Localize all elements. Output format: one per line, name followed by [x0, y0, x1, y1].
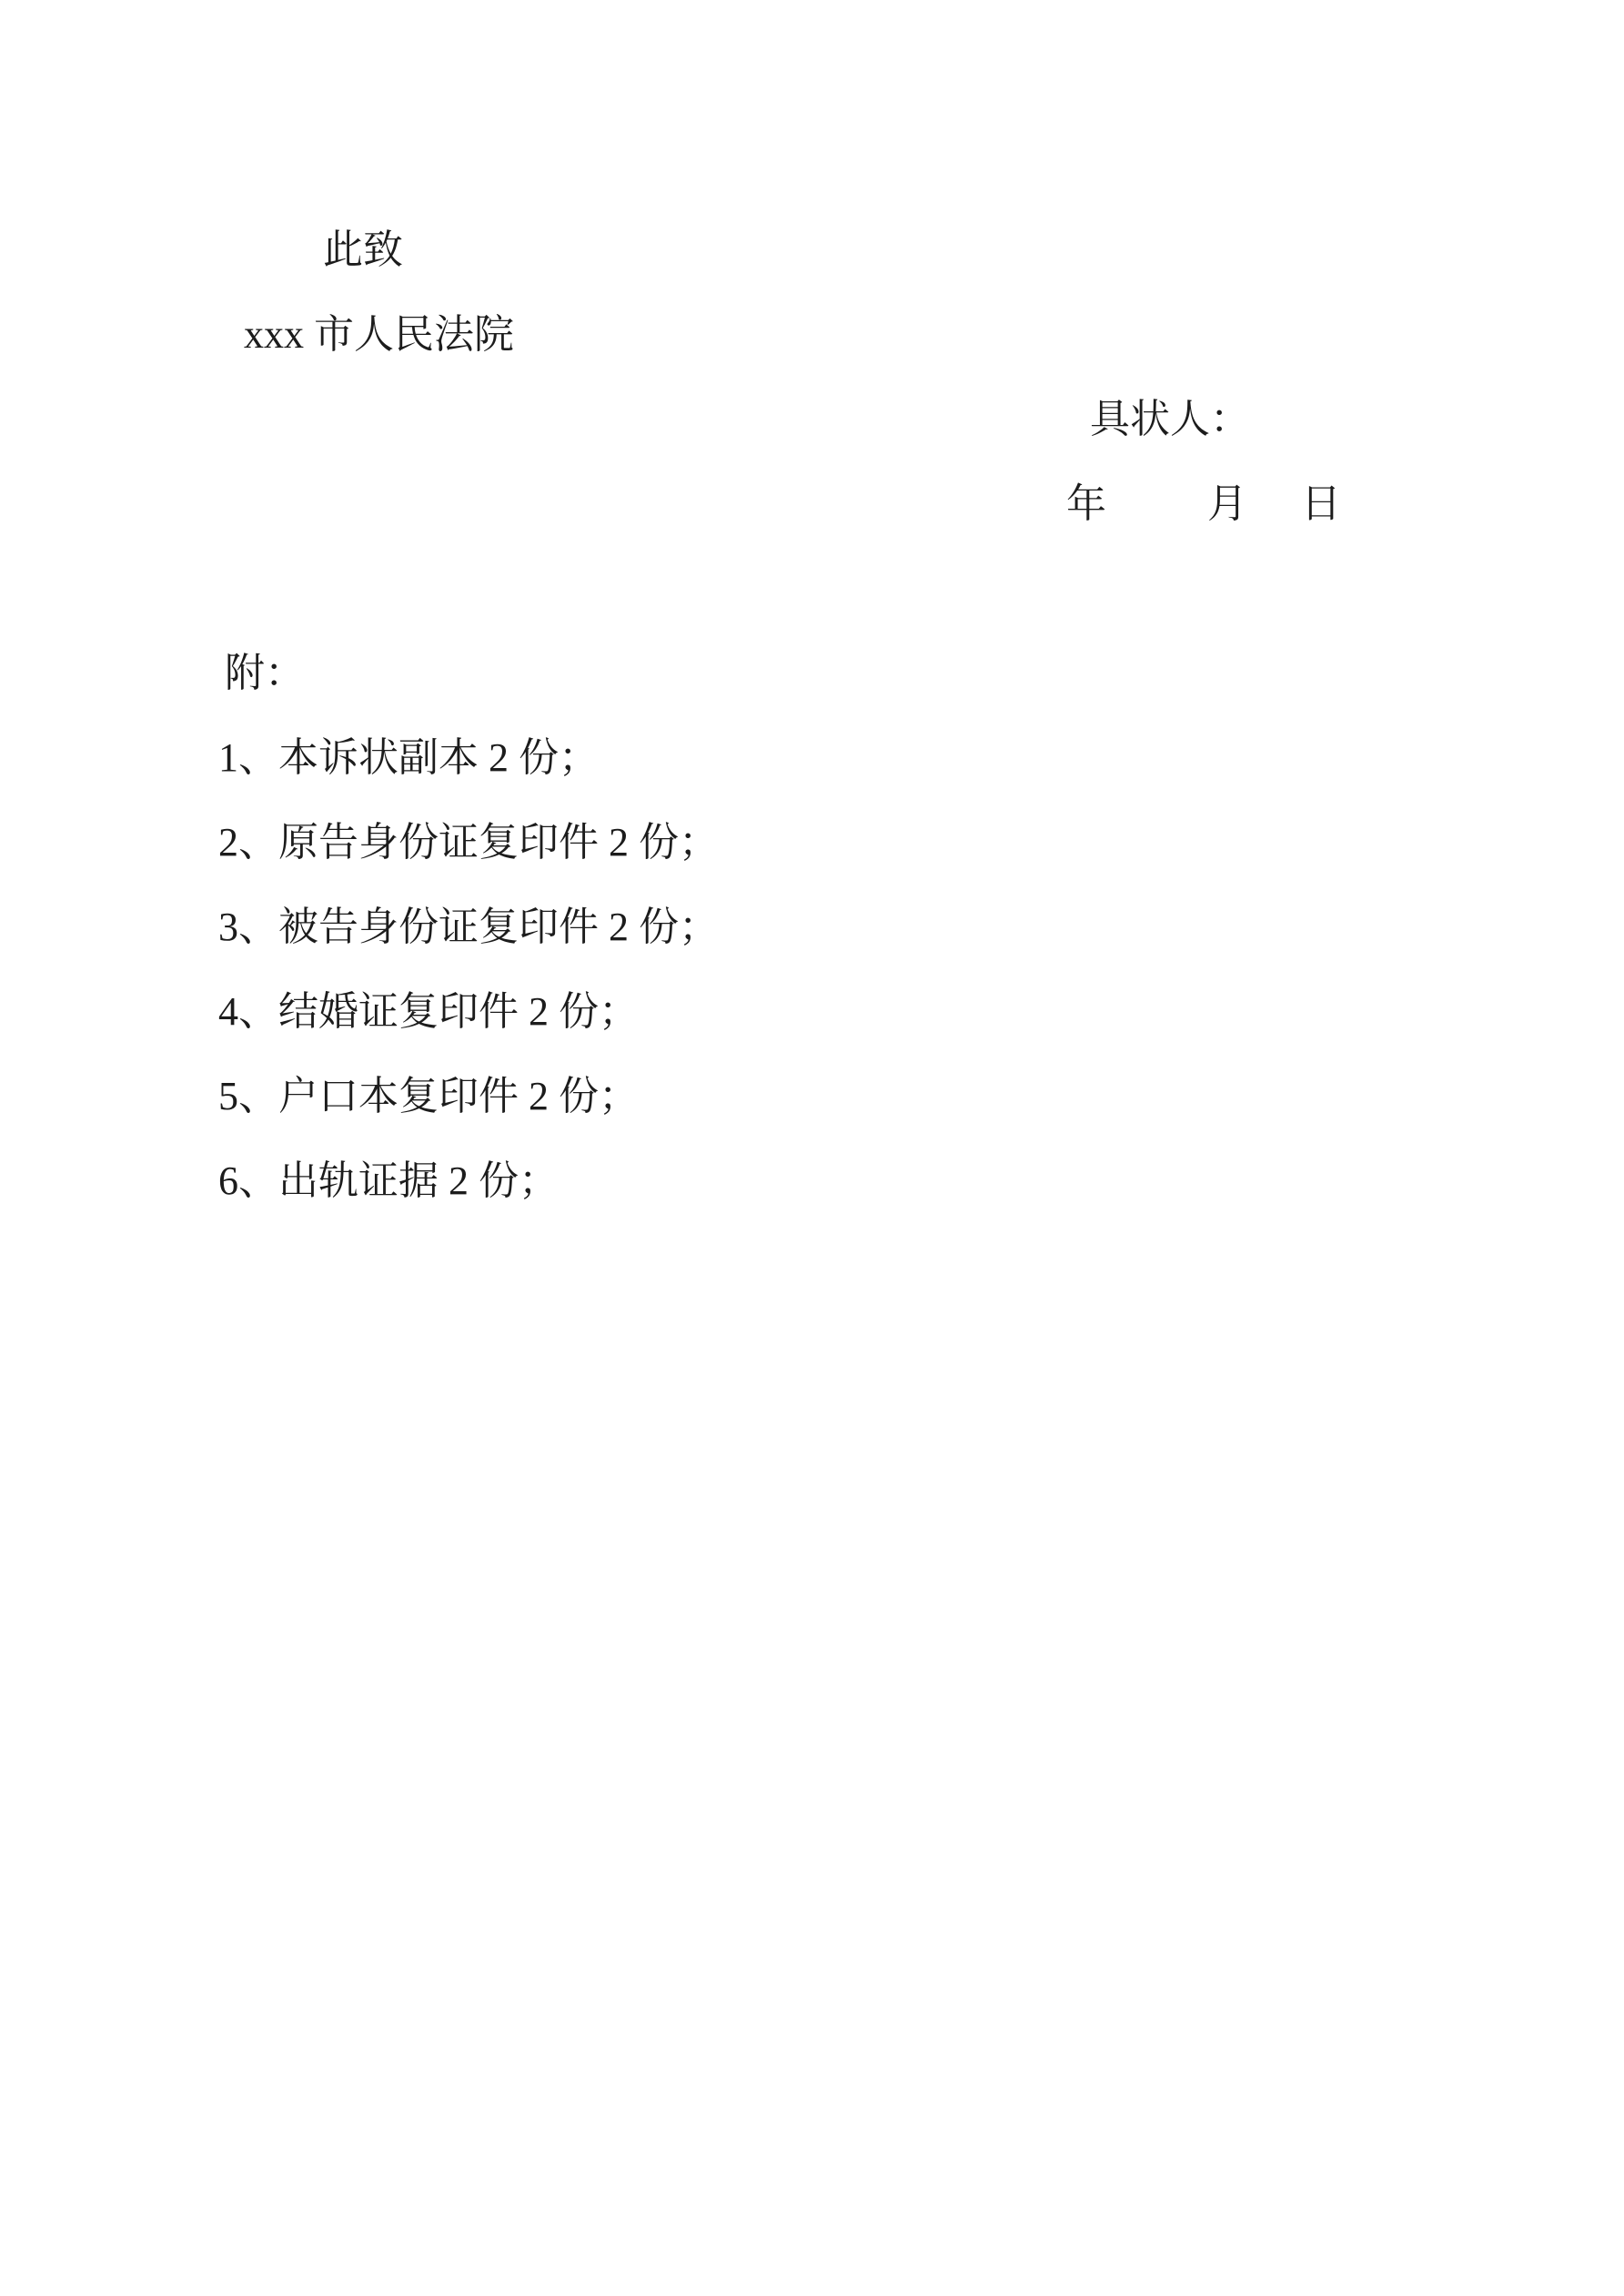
attachment-item: 2、原告身份证复印件 2 份；	[218, 820, 719, 865]
date-line	[218, 461, 1569, 546]
closing-court-name: xxx 市人民法院	[244, 312, 514, 357]
blank-line	[218, 546, 1569, 631]
attachment-item: 6、出轨证据 2 份；	[218, 1158, 559, 1203]
closing-salute: 此致	[323, 228, 403, 272]
attachment-item: 4、结婚证复印件 2 份；	[218, 989, 639, 1034]
attachment-item: 3、被告身份证复印件 2 份；	[218, 905, 719, 949]
attachment-item: 1、本诉状副本 2 份；	[218, 735, 599, 780]
date-year-label: 年	[1066, 481, 1106, 526]
signer-label: 具状人：	[1090, 397, 1250, 441]
signer-line	[218, 377, 1569, 461]
attachment-item: 5、户口本复印件 2 份；	[218, 1074, 639, 1118]
attachments-heading: 附：	[225, 651, 305, 695]
date-month-label: 月	[1207, 481, 1247, 526]
date-day-label: 日	[1301, 481, 1341, 526]
